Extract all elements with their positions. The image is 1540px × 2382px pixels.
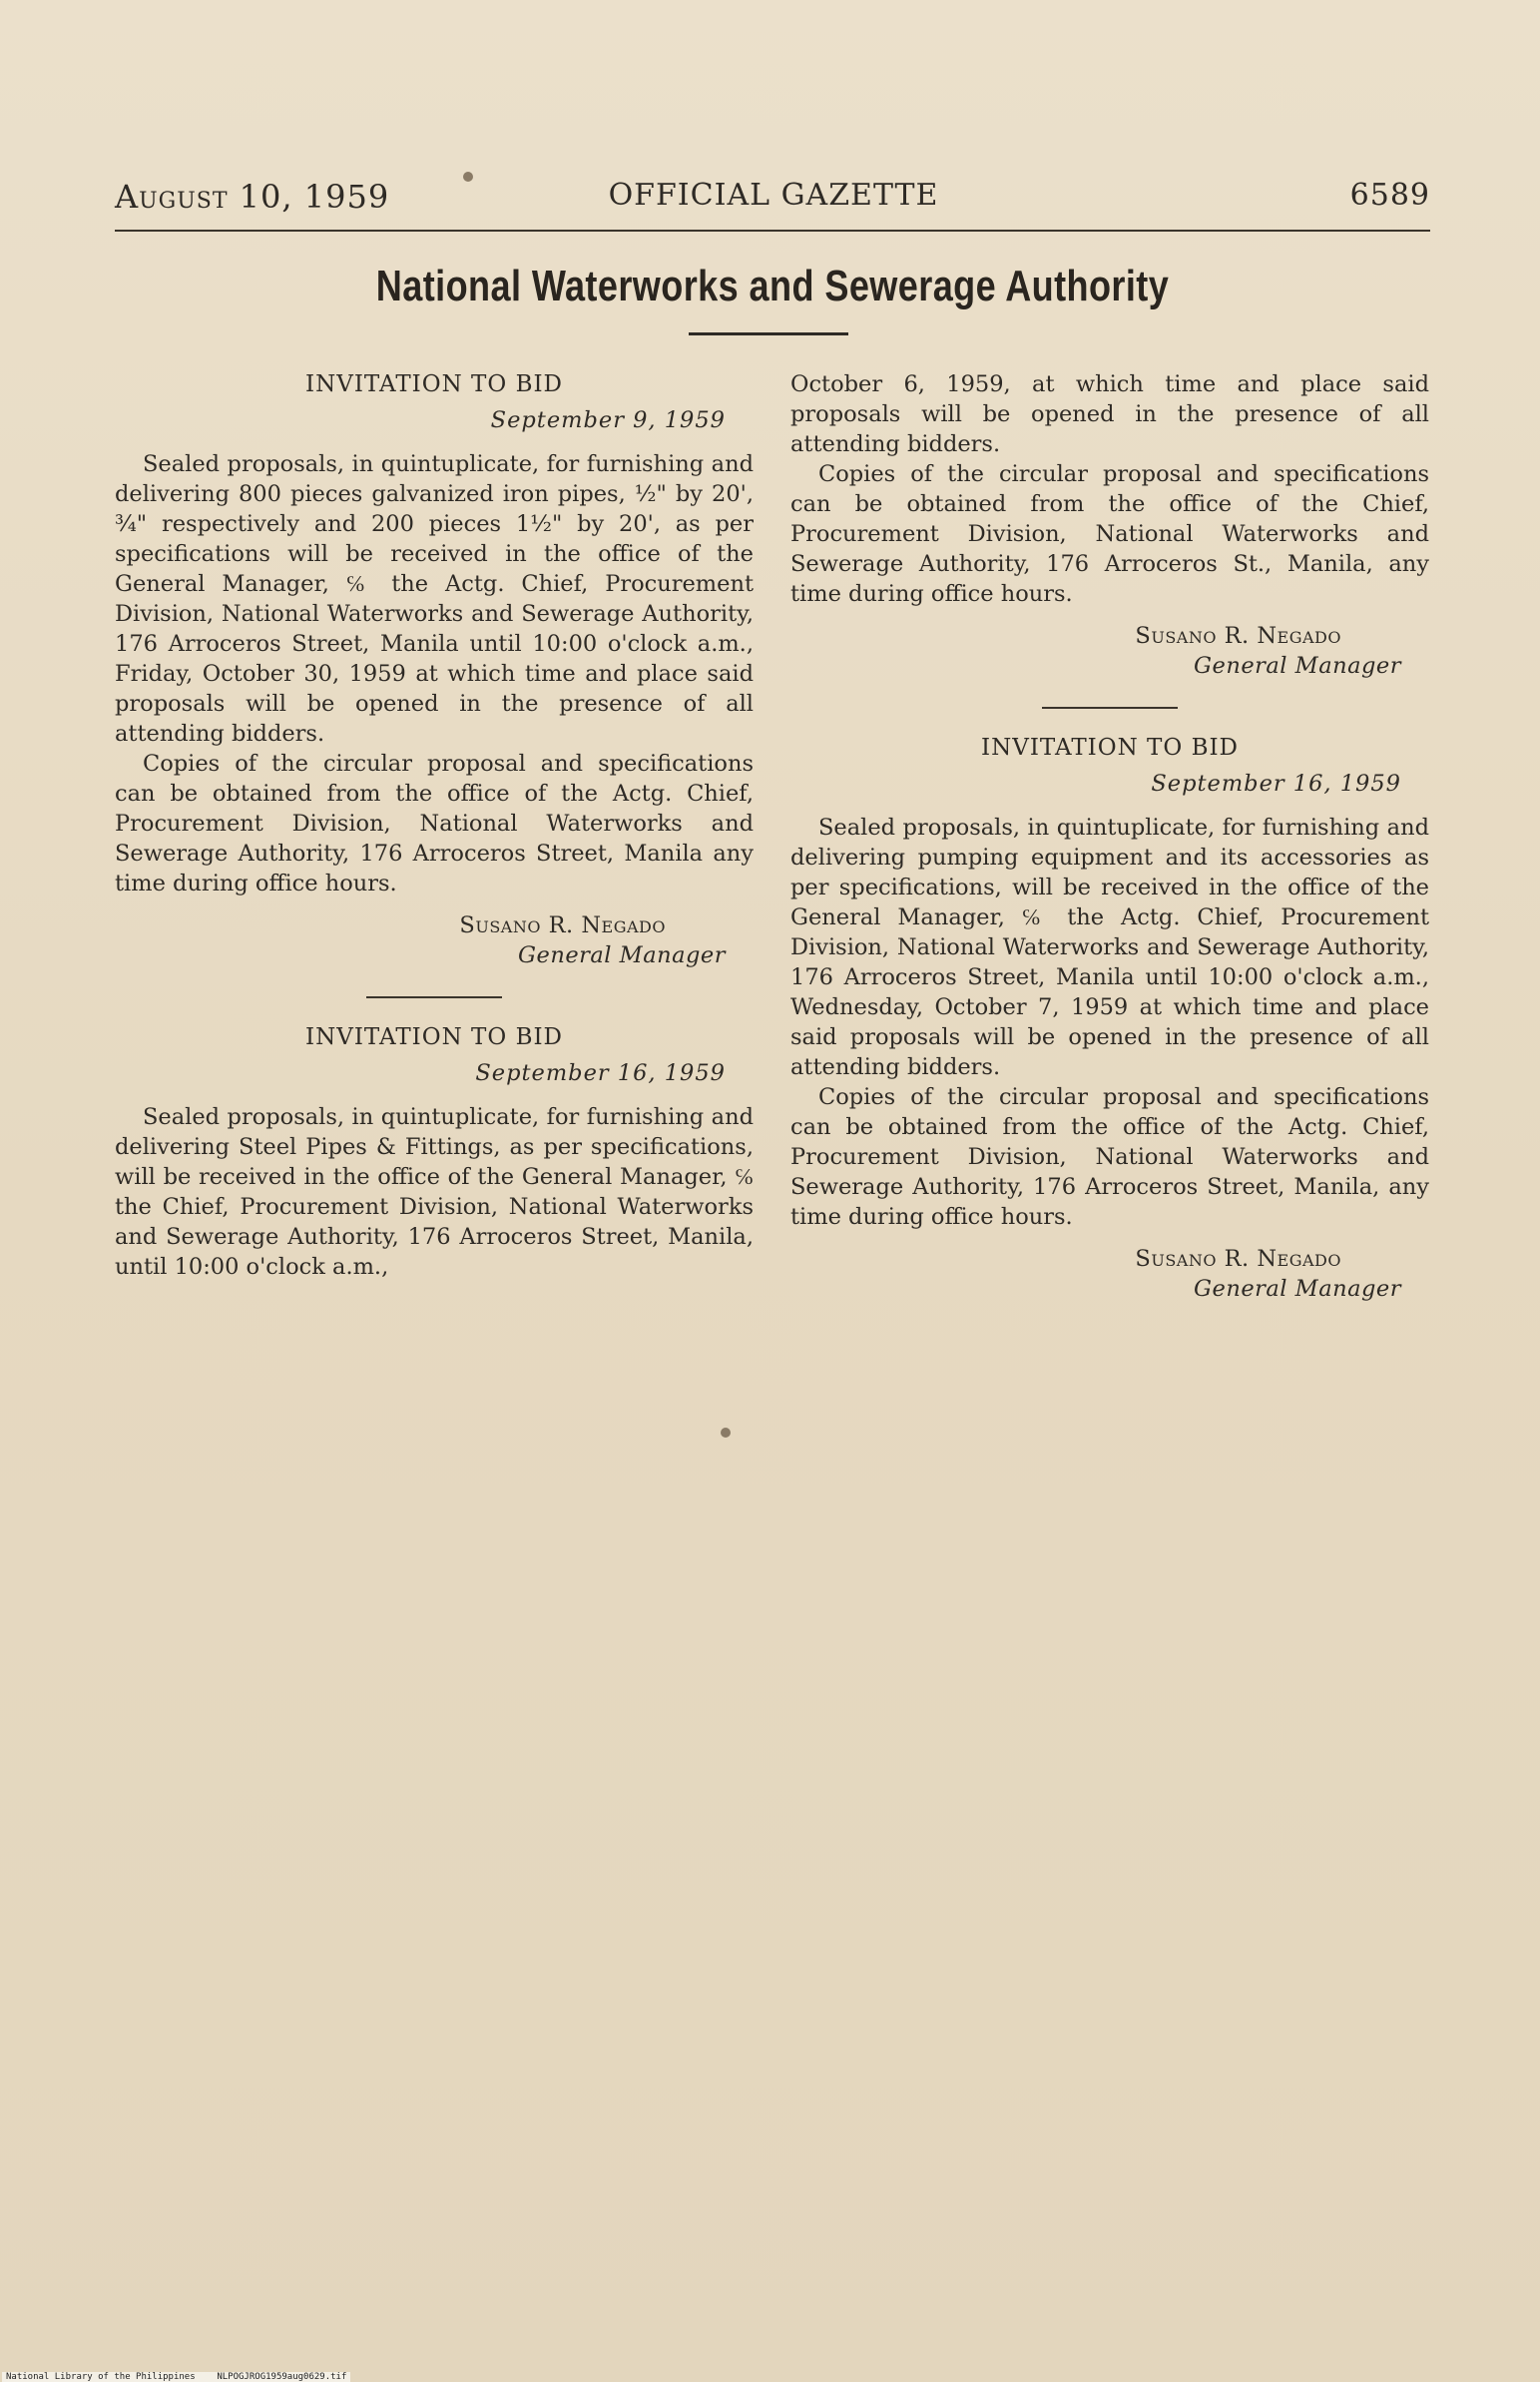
right-column bbox=[790, 369, 1429, 1304]
notice-paragraph: Sealed proposals, in quintuplicate, for furnishing and delivering Steel Pipes & Fittings, as per specifications, will be received in the office of the General Manager, ℅ the Chief, Procurement Division, National Waterworks and Sewerage Authority, 176 Arroceros Street, Manila, until 10:00 o'clock a.m., bbox=[115, 1104, 754, 1280]
notice-date: September 16, 1959 bbox=[475, 1060, 726, 1086]
signer-name: Susano R. Negado bbox=[1135, 623, 1341, 649]
notice-paragraph: Copies of the circular proposal and specifications can be obtained from the office of the Chief, Procurement Division, National Waterworks and Sewerage Authority, 176 Arroceros St., Manila, any time during office hours. bbox=[790, 461, 1429, 607]
notice-heading: INVITATION TO BID bbox=[305, 1024, 563, 1050]
notice-signer-title: General Manager bbox=[1194, 653, 1401, 679]
notice-paragraph: Sealed proposals, in quintuplicate, for furnishing and delivering 800 pieces galvanized iron pipes, ½" by 20', ¾" respectively and 200 pieces 1½" by 20', as per specifications will be received in the office of the General Manager, ℅ the Actg. Chief, Procurement Division, National Waterworks and Sewerage Authority, 176 Arroceros Street, Manila until 10:00 o'clock a.m., Friday, October 30, 1959 at which time and place said proposals will be opened in the presence of all attending bidders. bbox=[115, 451, 754, 747]
notice-signer-title: General Manager bbox=[518, 942, 726, 968]
notice-signer bbox=[790, 621, 1429, 651]
ink-blot bbox=[721, 1428, 731, 1438]
footer-filename: NLPOGJROG1959aug0629.tif bbox=[217, 2372, 347, 2382]
signer-name: Susano R. Negado bbox=[459, 912, 666, 938]
notice-heading: INVITATION TO BID bbox=[981, 735, 1239, 761]
section-divider bbox=[366, 996, 502, 998]
left-column bbox=[115, 369, 754, 1282]
page-header bbox=[115, 178, 1430, 218]
footer-library: National Library of the Philippines bbox=[6, 2372, 196, 2382]
notice-paragraph: Sealed proposals, in quintuplicate, for furnishing and delivering pumping equipment and its accessories as per specifications, will be received in the office of the General Manager, ℅ the Actg. Chief, Procurement Division, National Waterworks and Sewerage Authority, 176 Arroceros Street, Manila until 10:00 o'clock a.m., Wednesday, October 7, 1959 at which time and place said proposals will be opened in the presence of all attending bidders. bbox=[790, 815, 1429, 1080]
notice-paragraph: Copies of the circular proposal and specifications can be obtained from the office of the Actg. Chief, Procurement Division, National Waterworks and Sewerage Authority, 176 Arroceros Street, Manila, any time during office hours. bbox=[790, 1084, 1429, 1230]
page-title: National Waterworks and Sewerage Authority bbox=[375, 262, 1170, 310]
notice-signer-title: General Manager bbox=[1194, 1276, 1401, 1302]
section-divider bbox=[1042, 707, 1178, 709]
title-rule bbox=[689, 332, 848, 335]
notice-paragraph: October 6, 1959, at which time and place said proposals will be opened in the presence of all attending bidders. bbox=[790, 371, 1429, 457]
header-publication: OFFICIAL GAZETTE bbox=[608, 178, 939, 213]
notice-date: September 9, 1959 bbox=[490, 407, 726, 433]
header-date: August 10, 1959 bbox=[115, 178, 390, 216]
header-page-number: 6589 bbox=[1349, 178, 1430, 213]
header-rule bbox=[115, 230, 1430, 232]
notice-heading: INVITATION TO BID bbox=[305, 371, 563, 397]
notice-signer bbox=[115, 910, 754, 940]
scan-footer bbox=[2, 2372, 350, 2382]
signer-name: Susano R. Negado bbox=[1135, 1246, 1341, 1272]
notice-signer bbox=[790, 1244, 1429, 1274]
notice-paragraph: Copies of the circular proposal and specifications can be obtained from the office of the Actg. Chief, Procurement Division, National Waterworks and Sewerage Authority, 176 Arroceros Street, Manila any time during office hours. bbox=[115, 751, 754, 896]
notice-date: September 16, 1959 bbox=[1151, 771, 1401, 797]
ink-blot bbox=[463, 172, 473, 182]
